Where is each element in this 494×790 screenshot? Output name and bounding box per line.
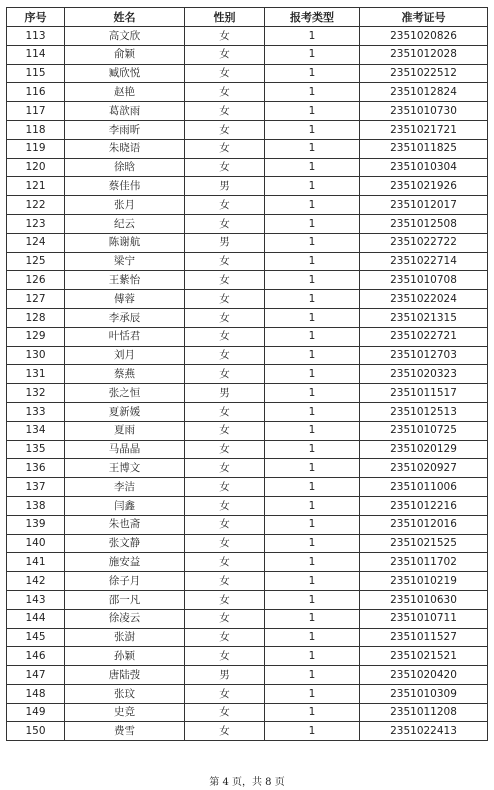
table-row <box>7 609 488 628</box>
cell-ticket-number: 2351010711 <box>360 609 488 628</box>
cell-ticket-number: 2351012513 <box>360 402 488 421</box>
table-row <box>7 572 488 591</box>
cell-ticket-number: 2351010708 <box>360 271 488 290</box>
cell-gender: 女 <box>185 628 265 647</box>
cell-ticket-number: 2351012017 <box>360 196 488 215</box>
cell-seq: 140 <box>7 534 65 553</box>
cell-gender: 女 <box>185 440 265 459</box>
cell-ticket-number: 2351011006 <box>360 478 488 497</box>
cell-gender: 女 <box>185 572 265 591</box>
cell-gender: 女 <box>185 722 265 741</box>
cell-name: 葛歆雨 <box>65 102 185 121</box>
table-row <box>7 308 488 327</box>
cell-exam-type: 1 <box>265 158 360 177</box>
cell-gender: 女 <box>185 402 265 421</box>
cell-ticket-number: 2351011208 <box>360 703 488 722</box>
cell-ticket-number: 2351010304 <box>360 158 488 177</box>
cell-seq: 114 <box>7 45 65 64</box>
header-gender: 性别 <box>185 8 265 27</box>
cell-gender: 女 <box>185 102 265 121</box>
cell-seq: 147 <box>7 666 65 685</box>
cell-seq: 135 <box>7 440 65 459</box>
cell-gender: 男 <box>185 233 265 252</box>
table-row <box>7 440 488 459</box>
cell-name: 刘月 <box>65 346 185 365</box>
header-exam-type: 报考类型 <box>265 8 360 27</box>
page-footer: 第 4 页，共 8 页 <box>209 777 285 788</box>
cell-seq: 118 <box>7 120 65 139</box>
table-row <box>7 722 488 741</box>
cell-exam-type: 1 <box>265 459 360 478</box>
cell-gender: 男 <box>185 666 265 685</box>
cell-name: 张文静 <box>65 534 185 553</box>
cell-exam-type: 1 <box>265 64 360 83</box>
cell-seq: 130 <box>7 346 65 365</box>
table-row <box>7 120 488 139</box>
cell-exam-type: 1 <box>265 83 360 102</box>
cell-seq: 131 <box>7 365 65 384</box>
cell-exam-type: 1 <box>265 647 360 666</box>
cell-ticket-number: 2351010725 <box>360 421 488 440</box>
cell-exam-type: 1 <box>265 271 360 290</box>
cell-gender: 女 <box>185 421 265 440</box>
cell-name: 李雨昕 <box>65 120 185 139</box>
cell-exam-type: 1 <box>265 139 360 158</box>
table-row <box>7 346 488 365</box>
cell-name: 史竞 <box>65 703 185 722</box>
table-row <box>7 534 488 553</box>
cell-seq: 128 <box>7 308 65 327</box>
table-body <box>7 27 488 741</box>
cell-exam-type: 1 <box>265 346 360 365</box>
cell-seq: 149 <box>7 703 65 722</box>
cell-name: 徐晗 <box>65 158 185 177</box>
cell-seq: 145 <box>7 628 65 647</box>
cell-name: 李洁 <box>65 478 185 497</box>
cell-name: 张澍 <box>65 628 185 647</box>
table-row <box>7 402 488 421</box>
candidate-table <box>6 7 488 741</box>
cell-gender: 女 <box>185 83 265 102</box>
table-row <box>7 45 488 64</box>
cell-exam-type: 1 <box>265 102 360 121</box>
cell-seq: 143 <box>7 590 65 609</box>
cell-seq: 124 <box>7 233 65 252</box>
table-row <box>7 703 488 722</box>
cell-name: 蔡燕 <box>65 365 185 384</box>
cell-gender: 女 <box>185 64 265 83</box>
cell-seq: 139 <box>7 515 65 534</box>
table-row <box>7 684 488 703</box>
cell-ticket-number: 2351012016 <box>360 515 488 534</box>
table-header-row <box>7 8 488 27</box>
cell-ticket-number: 2351022413 <box>360 722 488 741</box>
header-seq: 序号 <box>7 8 65 27</box>
cell-exam-type: 1 <box>265 45 360 64</box>
cell-exam-type: 1 <box>265 384 360 403</box>
table-row <box>7 27 488 46</box>
cell-seq: 148 <box>7 684 65 703</box>
table-row <box>7 647 488 666</box>
cell-exam-type: 1 <box>265 534 360 553</box>
table-row <box>7 290 488 309</box>
cell-seq: 126 <box>7 271 65 290</box>
table-row <box>7 666 488 685</box>
cell-seq: 141 <box>7 553 65 572</box>
table-row <box>7 590 488 609</box>
cell-ticket-number: 2351011527 <box>360 628 488 647</box>
cell-ticket-number: 2351021926 <box>360 177 488 196</box>
cell-gender: 女 <box>185 703 265 722</box>
cell-name: 王博文 <box>65 459 185 478</box>
cell-ticket-number: 2351022512 <box>360 64 488 83</box>
cell-seq: 142 <box>7 572 65 591</box>
cell-name: 叶恬君 <box>65 327 185 346</box>
cell-name: 费雪 <box>65 722 185 741</box>
cell-name: 朱也斋 <box>65 515 185 534</box>
cell-seq: 116 <box>7 83 65 102</box>
cell-name: 徐子月 <box>65 572 185 591</box>
cell-ticket-number: 2351010219 <box>360 572 488 591</box>
cell-ticket-number: 2351010730 <box>360 102 488 121</box>
header-ticket-number: 准考证号 <box>360 8 488 27</box>
cell-name: 臧欣悦 <box>65 64 185 83</box>
cell-ticket-number: 2351021521 <box>360 647 488 666</box>
cell-gender: 女 <box>185 290 265 309</box>
table-row <box>7 628 488 647</box>
cell-gender: 女 <box>185 590 265 609</box>
cell-exam-type: 1 <box>265 478 360 497</box>
cell-gender: 女 <box>185 459 265 478</box>
cell-name: 马晶晶 <box>65 440 185 459</box>
cell-gender: 女 <box>185 647 265 666</box>
cell-seq: 146 <box>7 647 65 666</box>
cell-seq: 132 <box>7 384 65 403</box>
cell-gender: 女 <box>185 346 265 365</box>
cell-exam-type: 1 <box>265 440 360 459</box>
cell-exam-type: 1 <box>265 214 360 233</box>
cell-ticket-number: 2351022722 <box>360 233 488 252</box>
cell-exam-type: 1 <box>265 590 360 609</box>
cell-ticket-number: 2351020129 <box>360 440 488 459</box>
cell-ticket-number: 2351010630 <box>360 590 488 609</box>
table-row <box>7 553 488 572</box>
cell-ticket-number: 2351011825 <box>360 139 488 158</box>
cell-ticket-number: 2351021721 <box>360 120 488 139</box>
table-row <box>7 214 488 233</box>
cell-exam-type: 1 <box>265 666 360 685</box>
cell-exam-type: 1 <box>265 27 360 46</box>
cell-gender: 女 <box>185 496 265 515</box>
cell-gender: 女 <box>185 553 265 572</box>
cell-name: 夏新媛 <box>65 402 185 421</box>
table-row <box>7 252 488 271</box>
cell-name: 施安益 <box>65 553 185 572</box>
cell-gender: 女 <box>185 196 265 215</box>
cell-exam-type: 1 <box>265 290 360 309</box>
cell-gender: 女 <box>185 271 265 290</box>
cell-gender: 女 <box>185 609 265 628</box>
cell-exam-type: 1 <box>265 233 360 252</box>
table-row <box>7 64 488 83</box>
cell-ticket-number: 2351020420 <box>360 666 488 685</box>
cell-exam-type: 1 <box>265 402 360 421</box>
cell-ticket-number: 2351010309 <box>360 684 488 703</box>
table-row <box>7 83 488 102</box>
cell-name: 陈谢航 <box>65 233 185 252</box>
table-row <box>7 196 488 215</box>
cell-ticket-number: 2351012824 <box>360 83 488 102</box>
cell-seq: 125 <box>7 252 65 271</box>
cell-ticket-number: 2351020826 <box>360 27 488 46</box>
cell-exam-type: 1 <box>265 722 360 741</box>
cell-name: 王紫怡 <box>65 271 185 290</box>
cell-name: 徐凌云 <box>65 609 185 628</box>
cell-ticket-number: 2351011517 <box>360 384 488 403</box>
cell-seq: 122 <box>7 196 65 215</box>
table-row <box>7 421 488 440</box>
cell-ticket-number: 2351012703 <box>360 346 488 365</box>
cell-exam-type: 1 <box>265 120 360 139</box>
cell-name: 李承辰 <box>65 308 185 327</box>
cell-name: 邵一凡 <box>65 590 185 609</box>
table-row <box>7 384 488 403</box>
cell-name: 梁宁 <box>65 252 185 271</box>
cell-seq: 144 <box>7 609 65 628</box>
table-row <box>7 271 488 290</box>
cell-exam-type: 1 <box>265 177 360 196</box>
cell-gender: 女 <box>185 478 265 497</box>
cell-gender: 女 <box>185 365 265 384</box>
cell-ticket-number: 2351020323 <box>360 365 488 384</box>
cell-seq: 134 <box>7 421 65 440</box>
cell-seq: 138 <box>7 496 65 515</box>
cell-name: 张月 <box>65 196 185 215</box>
cell-seq: 115 <box>7 64 65 83</box>
cell-gender: 女 <box>185 684 265 703</box>
table-row <box>7 233 488 252</box>
table-row <box>7 139 488 158</box>
cell-exam-type: 1 <box>265 628 360 647</box>
cell-exam-type: 1 <box>265 684 360 703</box>
table-row <box>7 177 488 196</box>
cell-exam-type: 1 <box>265 553 360 572</box>
table-row <box>7 478 488 497</box>
table-row <box>7 327 488 346</box>
cell-gender: 女 <box>185 139 265 158</box>
cell-seq: 137 <box>7 478 65 497</box>
cell-exam-type: 1 <box>265 609 360 628</box>
table-row <box>7 158 488 177</box>
cell-exam-type: 1 <box>265 703 360 722</box>
cell-seq: 150 <box>7 722 65 741</box>
cell-gender: 女 <box>185 120 265 139</box>
cell-gender: 女 <box>185 45 265 64</box>
cell-ticket-number: 2351011702 <box>360 553 488 572</box>
cell-name: 俞颖 <box>65 45 185 64</box>
cell-name: 高文欣 <box>65 27 185 46</box>
cell-seq: 133 <box>7 402 65 421</box>
table-row <box>7 496 488 515</box>
cell-seq: 129 <box>7 327 65 346</box>
cell-ticket-number: 2351022024 <box>360 290 488 309</box>
cell-name: 张之恒 <box>65 384 185 403</box>
cell-gender: 女 <box>185 27 265 46</box>
cell-gender: 男 <box>185 384 265 403</box>
cell-seq: 113 <box>7 27 65 46</box>
table-row <box>7 459 488 478</box>
cell-name: 纪云 <box>65 214 185 233</box>
cell-name: 夏雨 <box>65 421 185 440</box>
cell-ticket-number: 2351012028 <box>360 45 488 64</box>
cell-ticket-number: 2351012508 <box>360 214 488 233</box>
cell-seq: 119 <box>7 139 65 158</box>
cell-ticket-number: 2351021315 <box>360 308 488 327</box>
cell-exam-type: 1 <box>265 515 360 534</box>
cell-exam-type: 1 <box>265 421 360 440</box>
cell-exam-type: 1 <box>265 308 360 327</box>
cell-gender: 女 <box>185 534 265 553</box>
cell-gender: 女 <box>185 308 265 327</box>
cell-gender: 女 <box>185 252 265 271</box>
cell-exam-type: 1 <box>265 365 360 384</box>
cell-exam-type: 1 <box>265 252 360 271</box>
cell-name: 张玟 <box>65 684 185 703</box>
table-row <box>7 515 488 534</box>
cell-seq: 136 <box>7 459 65 478</box>
cell-ticket-number: 2351021525 <box>360 534 488 553</box>
cell-gender: 女 <box>185 158 265 177</box>
cell-name: 蔡佳伟 <box>65 177 185 196</box>
cell-seq: 117 <box>7 102 65 121</box>
cell-name: 赵艳 <box>65 83 185 102</box>
cell-gender: 女 <box>185 327 265 346</box>
cell-exam-type: 1 <box>265 496 360 515</box>
cell-name: 朱晓语 <box>65 139 185 158</box>
cell-ticket-number: 2351020927 <box>360 459 488 478</box>
cell-name: 闫鑫 <box>65 496 185 515</box>
cell-gender: 男 <box>185 177 265 196</box>
cell-name: 唐陆弢 <box>65 666 185 685</box>
cell-exam-type: 1 <box>265 572 360 591</box>
table-row <box>7 365 488 384</box>
cell-exam-type: 1 <box>265 327 360 346</box>
cell-ticket-number: 2351012216 <box>360 496 488 515</box>
header-name: 姓名 <box>65 8 185 27</box>
cell-gender: 女 <box>185 214 265 233</box>
cell-seq: 121 <box>7 177 65 196</box>
cell-ticket-number: 2351022721 <box>360 327 488 346</box>
cell-name: 孙颖 <box>65 647 185 666</box>
cell-seq: 127 <box>7 290 65 309</box>
cell-exam-type: 1 <box>265 196 360 215</box>
cell-seq: 120 <box>7 158 65 177</box>
cell-name: 傅蓉 <box>65 290 185 309</box>
cell-gender: 女 <box>185 515 265 534</box>
cell-seq: 123 <box>7 214 65 233</box>
table-row <box>7 102 488 121</box>
cell-ticket-number: 2351022714 <box>360 252 488 271</box>
